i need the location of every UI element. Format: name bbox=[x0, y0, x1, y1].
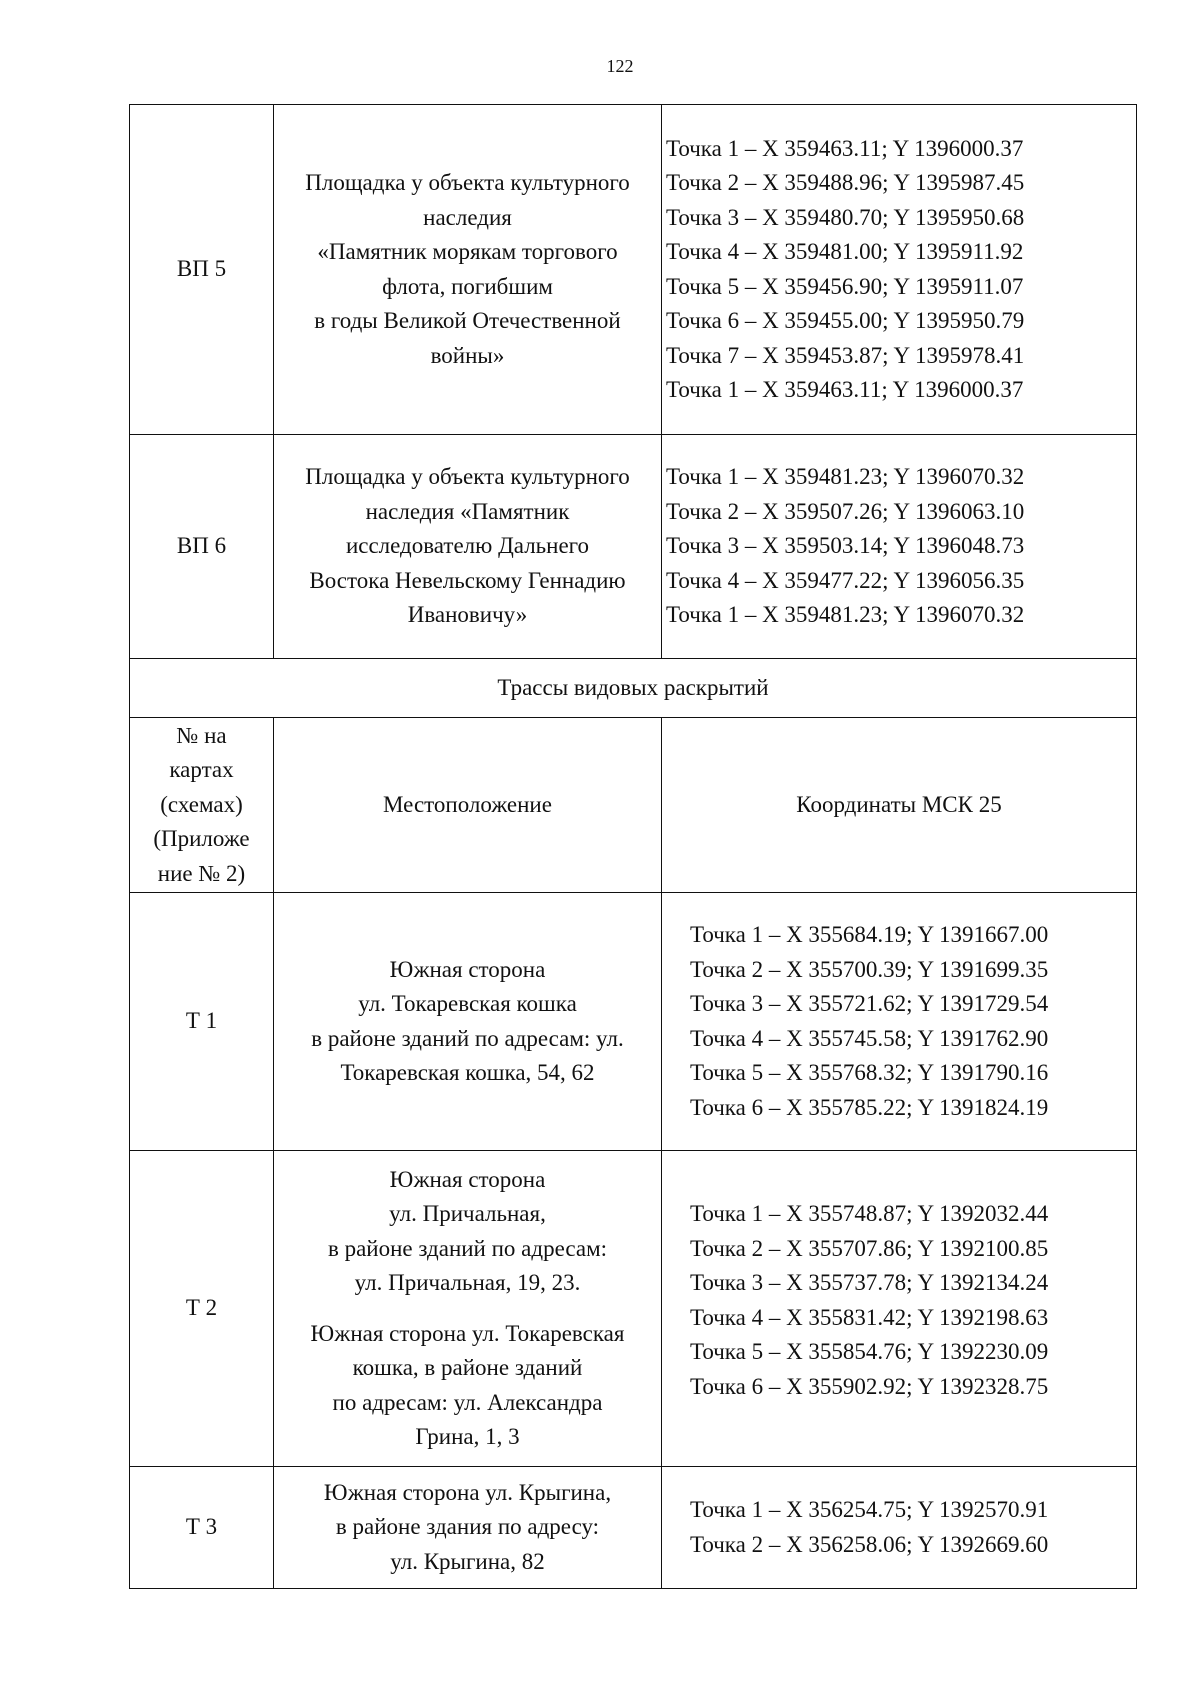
coordinates-cell bbox=[662, 1467, 1137, 1589]
coordinates-table bbox=[129, 104, 1137, 1589]
coordinate-point: Точка 6 – X 355785.22; Y 1391824.19 bbox=[690, 1094, 1049, 1120]
coordinate-point: Точка 5 – X 355854.76; Y 1392230.09 bbox=[690, 1339, 1049, 1364]
coordinate-point: Точка 6 – X 359455.00; Y 1395950.79 bbox=[666, 308, 1025, 333]
location-line: Востока Невельскому Геннадию bbox=[309, 567, 626, 593]
header-location-cell: Местоположение bbox=[274, 718, 662, 893]
coordinate-point: Точка 5 – X 359456.90; Y 1395911.07 bbox=[666, 273, 1024, 299]
coordinate-point: Точка 4 – X 359481.00; Y 1395911.92 bbox=[666, 239, 1024, 264]
row-id-cell: Т 1 bbox=[130, 893, 274, 1151]
coordinate-point: Точка 1 – X 355684.19; Y 1391667.00 bbox=[690, 922, 1049, 947]
location-line: в районе здания по адресу: bbox=[335, 1514, 600, 1540]
row-id-cell: Т 3 bbox=[130, 1467, 274, 1589]
coordinate-point: Точка 2 – X 359507.26; Y 1396063.10 bbox=[666, 498, 1025, 524]
location-line: исследователю Дальнего bbox=[345, 533, 590, 559]
table-row bbox=[130, 893, 1137, 1151]
header-row bbox=[130, 718, 1137, 893]
header-coordinates-cell: Координаты МСК 25 bbox=[662, 718, 1137, 893]
coordinate-point: Точка 5 – X 355768.32; Y 1391790.16 bbox=[690, 1060, 1049, 1085]
coordinate-point: Точка 2 – X 355707.86; Y 1392100.85 bbox=[690, 1235, 1049, 1261]
coordinate-point: Точка 1 – X 359463.11; Y 1396000.37 bbox=[666, 135, 1024, 161]
location-line: ул. Крыгина, 82 bbox=[390, 1548, 545, 1574]
coordinates-cell bbox=[662, 105, 1137, 435]
coordinate-point: Точка 4 – X 355745.58; Y 1391762.90 bbox=[690, 1025, 1049, 1051]
coordinate-point: Точка 3 – X 355721.62; Y 1391729.54 bbox=[690, 991, 1049, 1016]
location-line: наследия bbox=[423, 204, 512, 230]
coordinate-point: Точка 1 – X 359481.23; Y 1396070.32 bbox=[666, 602, 1025, 628]
paragraph-gap bbox=[278, 1301, 657, 1317]
location-line: Южная сторона ул. Крыгина, bbox=[323, 1479, 612, 1505]
section-title: Трассы видовых раскрытий bbox=[130, 659, 1137, 718]
table-row bbox=[130, 105, 1137, 435]
header-number-line: (схемах) bbox=[160, 791, 243, 817]
location-line: в районе зданий по адресам: bbox=[327, 1235, 608, 1261]
row-id-cell: ВП 5 bbox=[130, 105, 274, 435]
coordinates-cell bbox=[662, 893, 1137, 1151]
header-number-cell bbox=[130, 718, 274, 893]
section-row bbox=[130, 659, 1137, 718]
coordinates-cell bbox=[662, 1151, 1137, 1467]
location-line: флота, погибшим bbox=[382, 273, 553, 299]
location-cell bbox=[274, 1151, 662, 1467]
coordinate-point: Точка 1 – X 355748.87; Y 1392032.44 bbox=[690, 1201, 1049, 1226]
location-line: наследия «Памятник bbox=[365, 498, 570, 524]
header-number-line: ние № 2) bbox=[157, 860, 246, 886]
row-id-cell: ВП 6 bbox=[130, 435, 274, 659]
location-line: Площадка у объекта культурного bbox=[305, 170, 630, 195]
location-cell bbox=[274, 893, 662, 1151]
coordinate-point: Точка 4 – X 359477.22; Y 1396056.35 bbox=[666, 567, 1025, 593]
coordinate-point: Точка 1 – X 359463.11; Y 1396000.37 bbox=[666, 377, 1024, 402]
location-line: войны» bbox=[430, 342, 505, 368]
location-cell bbox=[274, 1467, 662, 1589]
coordinate-point: Точка 4 – X 355831.42; Y 1392198.63 bbox=[690, 1304, 1049, 1330]
header-number-line: картах bbox=[169, 757, 234, 783]
location-line: «Памятник морякам торгового bbox=[317, 239, 618, 264]
location-line: по адресам: ул. Александра bbox=[332, 1389, 603, 1415]
location-cell bbox=[274, 435, 662, 659]
location-line: ул. Причальная, 19, 23. bbox=[354, 1270, 581, 1295]
coordinates-cell bbox=[662, 435, 1137, 659]
coordinate-point: Точка 2 – X 355700.39; Y 1391699.35 bbox=[690, 956, 1049, 982]
location-line: Южная сторона bbox=[389, 1166, 546, 1192]
coordinate-point: Точка 1 – X 356254.75; Y 1392570.91 bbox=[690, 1497, 1049, 1522]
location-line: Южная сторона ул. Токаревская bbox=[310, 1320, 625, 1346]
coordinate-point: Точка 6 – X 355902.92; Y 1392328.75 bbox=[690, 1373, 1049, 1399]
location-line: Ивановичу» bbox=[407, 602, 528, 628]
table-row bbox=[130, 1151, 1137, 1467]
coordinate-point: Точка 3 – X 359503.14; Y 1396048.73 bbox=[666, 533, 1025, 559]
location-cell bbox=[274, 105, 662, 435]
coordinate-point: Точка 2 – X 359488.96; Y 1395987.45 bbox=[666, 170, 1025, 195]
coordinate-point: Точка 3 – X 359480.70; Y 1395950.68 bbox=[666, 204, 1025, 230]
coordinate-point: Точка 3 – X 355737.78; Y 1392134.24 bbox=[690, 1270, 1049, 1295]
location-line: Грина, 1, 3 bbox=[415, 1424, 520, 1449]
table-row bbox=[130, 1467, 1137, 1589]
location-line: ул. Токаревская кошка bbox=[358, 991, 577, 1016]
location-line: ул. Причальная, bbox=[389, 1201, 546, 1226]
location-line: Южная сторона bbox=[389, 956, 546, 982]
coordinate-point: Точка 1 – X 359481.23; Y 1396070.32 bbox=[666, 464, 1025, 490]
header-number-line: № на bbox=[176, 722, 227, 748]
page-number: 122 bbox=[606, 56, 634, 76]
coordinate-point: Точка 7 – X 359453.87; Y 1395978.41 bbox=[666, 342, 1025, 368]
location-line: Площадка у объекта культурного bbox=[305, 464, 630, 490]
table-row bbox=[130, 435, 1137, 659]
location-line: в годы Великой Отечественной bbox=[314, 308, 621, 333]
row-id-cell: Т 2 bbox=[130, 1151, 274, 1467]
location-line: Токаревская кошка, 54, 62 bbox=[340, 1060, 595, 1085]
location-line: в районе зданий по адресам: ул. bbox=[311, 1025, 624, 1051]
coordinate-point: Точка 2 – X 356258.06; Y 1392669.60 bbox=[690, 1531, 1049, 1557]
header-number-line: (Приложе bbox=[153, 826, 250, 852]
location-line: кошка, в районе зданий bbox=[352, 1355, 583, 1380]
